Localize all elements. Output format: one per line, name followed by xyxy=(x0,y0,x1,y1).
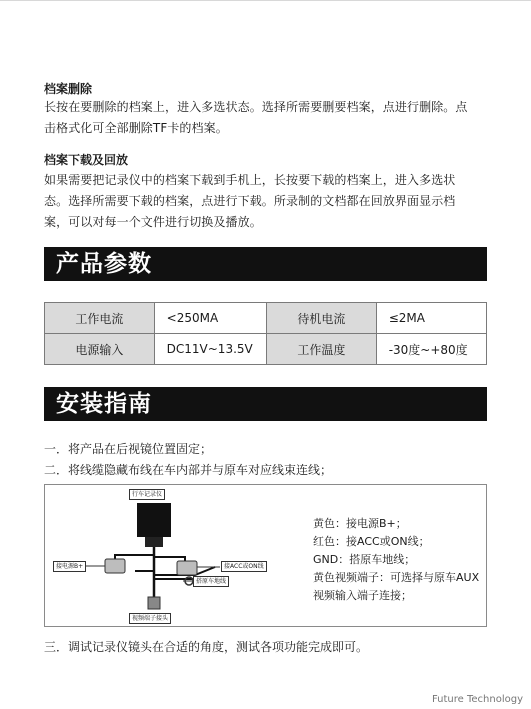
device-unit-shape xyxy=(137,503,171,537)
acc-connector-shape xyxy=(177,561,197,575)
table-cell-label: 电源输入 xyxy=(45,334,155,365)
label-device: 行车记录仪 xyxy=(129,489,165,500)
table-cell-label: 工作电流 xyxy=(45,303,155,334)
table-cell-value: ≤2MA xyxy=(376,303,486,334)
install-step-3: 三．调试记录仪镜头在合适的角度，测试各项功能完成即可。 xyxy=(44,640,369,654)
table-cell-value: <250MA xyxy=(154,303,266,334)
text-line: 击格式化可全部删除TF卡的档案。 xyxy=(44,121,228,135)
label-acc: 接ACC或ON线 xyxy=(221,561,267,572)
table-row xyxy=(45,334,487,365)
wiring-note: 黄色视频端子：可选择与原车AUX xyxy=(313,571,480,584)
table-cell-label: 待机电流 xyxy=(267,303,377,334)
power-connector-shape xyxy=(105,559,125,573)
table-cell-value: -30度~+80度 xyxy=(376,334,486,365)
wiring-note: GND：搭原车地线； xyxy=(313,553,416,566)
text-line: 态。选择所需要下载的档案，点进行下载。所录制的文档都在回放界面显示档 xyxy=(44,194,456,208)
text-line: 如果需要把记录仪中的档案下载到手机上，长按要下载的档案上，进入多选状 xyxy=(44,173,456,187)
specs-banner-title: 产品参数 xyxy=(56,251,152,277)
install-banner-title: 安装指南 xyxy=(56,391,152,417)
archive-download-title: 档案下载及回放 xyxy=(44,153,129,167)
archive-delete-title: 档案删除 xyxy=(44,82,93,96)
video-plug-shape xyxy=(148,597,160,609)
text-line: 长按在要删除的档案上，进入多选状态。选择所需要删要档案，点进行删除。点 xyxy=(44,100,468,114)
wiring-notes xyxy=(313,515,479,605)
device-connector-shape xyxy=(145,537,163,547)
install-banner xyxy=(44,387,487,421)
wiring-note: 视频输入端子连接； xyxy=(313,589,412,602)
table-cell-value: DC11V~13.5V xyxy=(154,334,266,365)
text-line: 案，可以对每一个文件进行切换及播放。 xyxy=(44,215,262,229)
wiring-diagram xyxy=(44,484,487,627)
install-step-2: 二．将线缆隐藏布线在车内部并与原车对应线束连线； xyxy=(44,463,333,477)
top-divider xyxy=(0,0,531,1)
wiring-note: 红色：接ACC或ON线； xyxy=(313,535,430,548)
label-power: 接电源B+ xyxy=(53,561,86,572)
label-video: 视频端子接头 xyxy=(129,613,171,624)
label-gnd: 搭原车地线 xyxy=(193,576,229,587)
wiring-note: 黄色：接电源B+； xyxy=(313,517,407,530)
archive-delete-text xyxy=(44,97,490,139)
table-row xyxy=(45,303,487,334)
install-step-1: 一．将产品在后视镜位置固定； xyxy=(44,442,213,456)
archive-download-text xyxy=(44,170,490,233)
spec-table xyxy=(44,302,487,365)
table-cell-label: 工作温度 xyxy=(267,334,377,365)
specs-banner xyxy=(44,247,487,281)
footer-brand: Future Technology xyxy=(431,694,523,705)
